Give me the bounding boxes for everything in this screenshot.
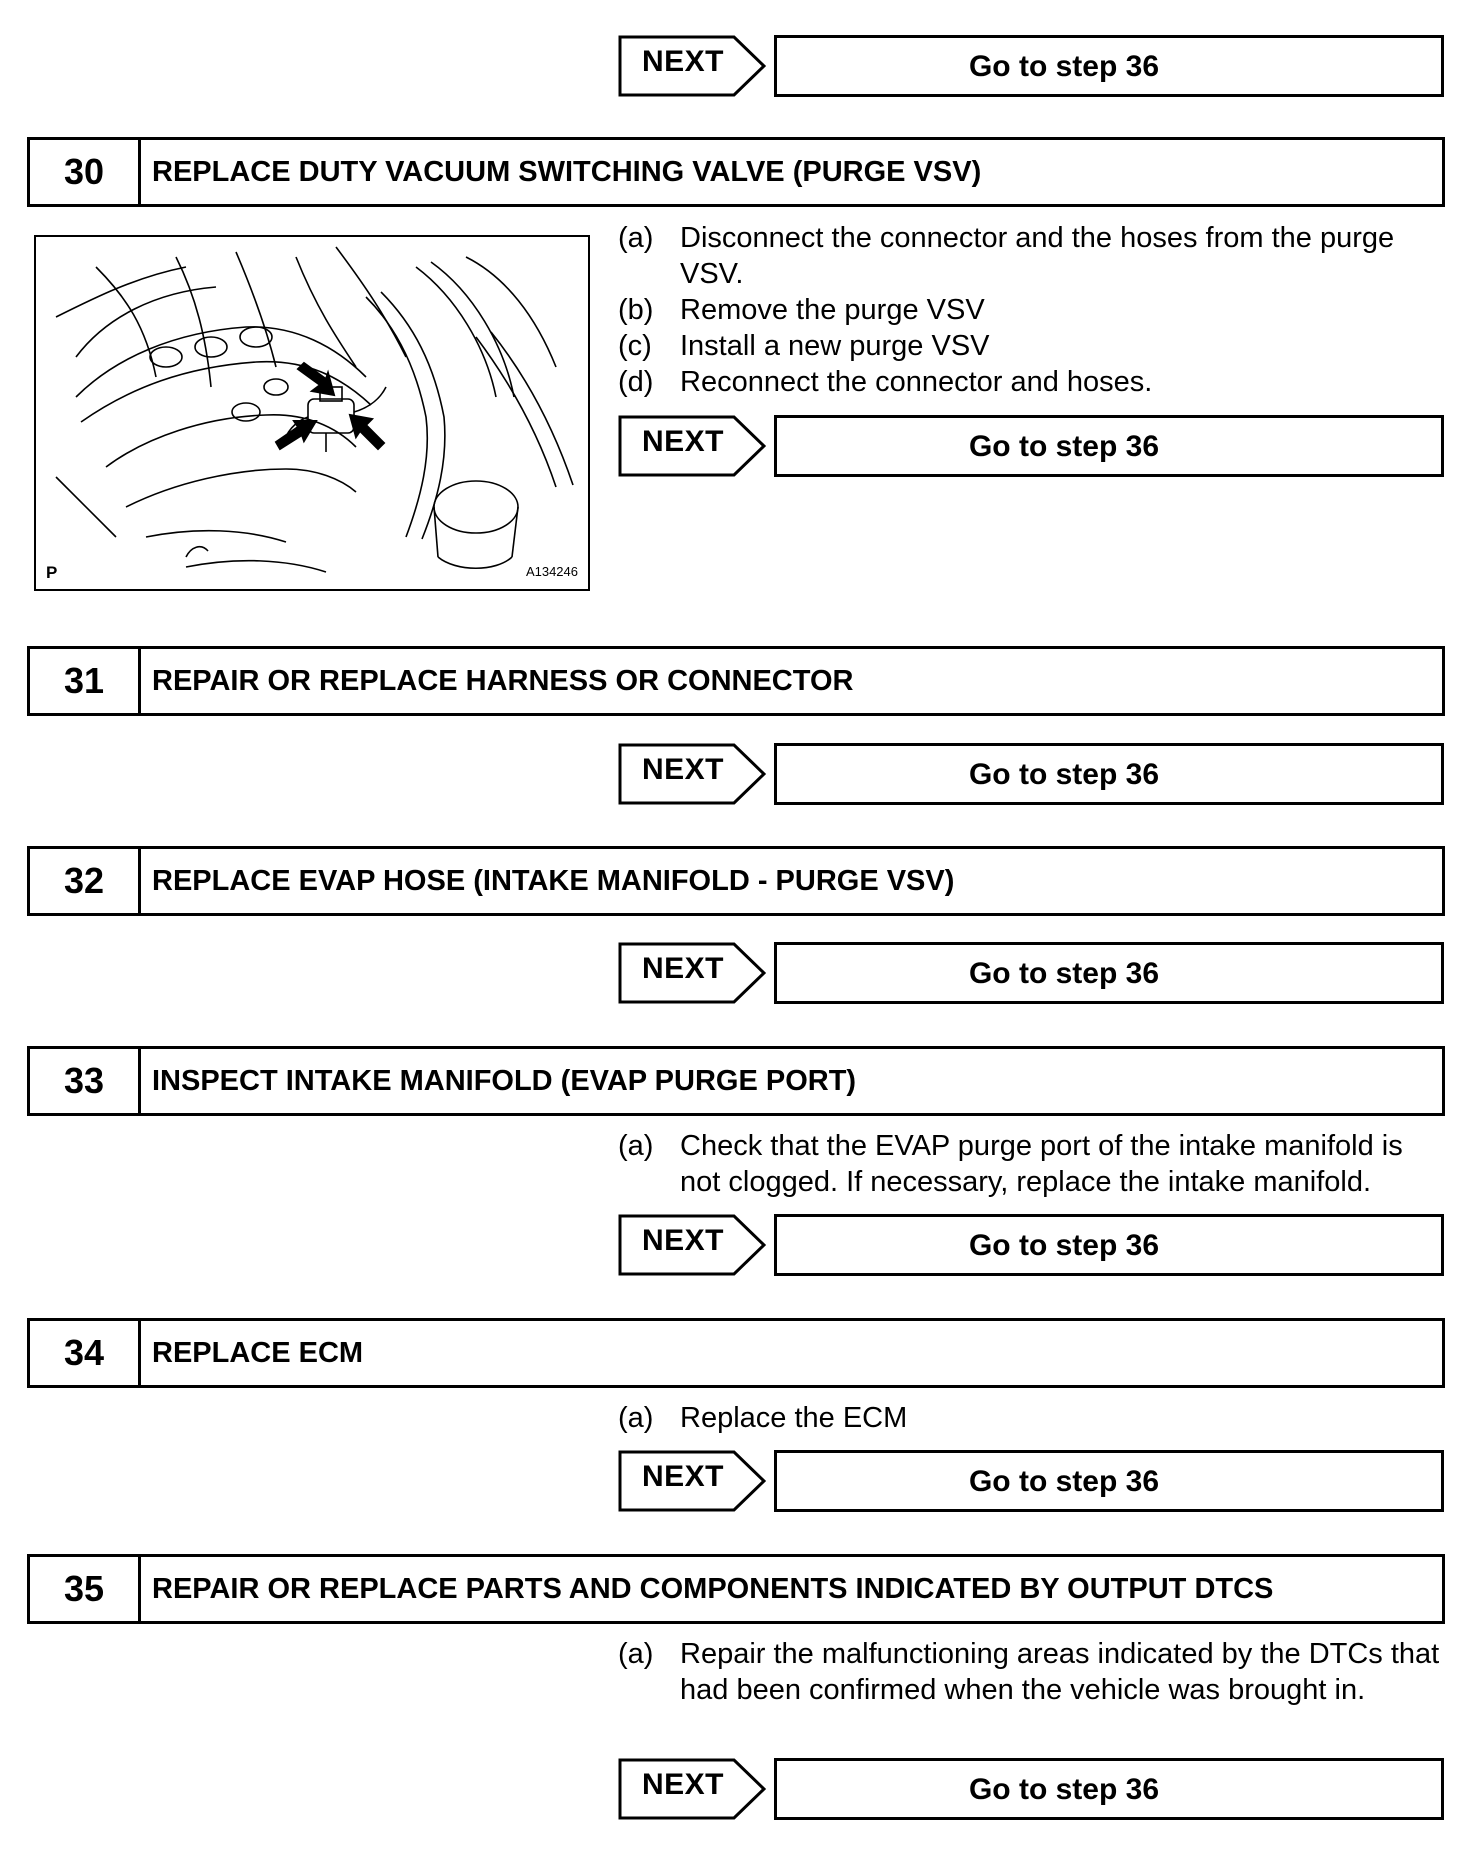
goto-box[interactable] xyxy=(774,1758,1444,1820)
step-title: REPAIR OR REPLACE HARNESS OR CONNECTOR xyxy=(152,665,854,697)
step-title: REPLACE EVAP HOSE (INTAKE MANIFOLD - PURGE VSV) xyxy=(152,865,955,897)
instruction-text: Install a new purge VSV xyxy=(680,330,990,362)
engine-bay-drawing xyxy=(36,237,588,589)
next-tag[interactable] xyxy=(618,35,766,97)
step-number: 34 xyxy=(30,1321,141,1385)
next-tag[interactable] xyxy=(618,1450,766,1512)
goto-box[interactable] xyxy=(774,1450,1444,1512)
instruction-list-34 xyxy=(618,1400,1444,1436)
next-row-step-29 xyxy=(618,35,1444,97)
instruction-letter: (a) xyxy=(618,1638,654,1670)
instruction-text: Reconnect the connector and hoses. xyxy=(680,366,1153,398)
step-number: 33 xyxy=(30,1049,141,1113)
instruction-text: Check that the EVAP purge port of the intake manifold is not clogged. If necessary, replace the intake manifold. xyxy=(680,1130,1403,1198)
step-number: 31 xyxy=(30,649,141,713)
next-label: NEXT xyxy=(642,425,725,458)
figure-code: A134246 xyxy=(525,564,578,579)
next-tag[interactable] xyxy=(618,1214,766,1276)
next-tag[interactable] xyxy=(618,415,766,477)
goto-text: Go to step 36 xyxy=(968,957,1160,990)
goto-box[interactable] xyxy=(774,743,1444,805)
instruction-text: Repair the malfunctioning areas indicated by the DTCs that had been confirmed when the vehicle was brought in. xyxy=(680,1638,1440,1706)
instruction-item xyxy=(618,1128,1444,1200)
step-number: 30 xyxy=(30,140,141,204)
step-header-35 xyxy=(27,1554,1445,1624)
instruction-text: Disconnect the connector and the hoses from the purge VSV. xyxy=(680,222,1395,290)
next-tag[interactable] xyxy=(618,743,766,805)
step-number: 32 xyxy=(30,849,141,913)
purge-vsv-illustration xyxy=(34,235,590,591)
next-row-step-30 xyxy=(618,415,1444,477)
goto-box[interactable] xyxy=(774,35,1444,97)
instruction-text: Replace the ECM xyxy=(680,1402,908,1434)
next-label: NEXT xyxy=(642,45,725,78)
next-label: NEXT xyxy=(642,753,725,786)
next-label: NEXT xyxy=(642,1768,725,1801)
step-title: REPLACE DUTY VACUUM SWITCHING VALVE (PURGE VSV) xyxy=(152,156,982,188)
next-row-step-33 xyxy=(618,1214,1444,1276)
step-title: INSPECT INTAKE MANIFOLD (EVAP PURGE PORT) xyxy=(152,1065,857,1097)
instruction-letter: (a) xyxy=(618,1402,654,1434)
instruction-text: Remove the purge VSV xyxy=(680,294,985,326)
instruction-list-35 xyxy=(618,1636,1444,1708)
instruction-list-30 xyxy=(618,220,1444,400)
instruction-item xyxy=(618,292,1444,328)
instruction-item xyxy=(618,328,1444,364)
step-header-31 xyxy=(27,646,1445,716)
instruction-letter: (a) xyxy=(618,222,654,254)
instruction-item xyxy=(618,220,1444,292)
goto-box[interactable] xyxy=(774,1214,1444,1276)
goto-text: Go to step 36 xyxy=(968,1465,1160,1498)
goto-text: Go to step 36 xyxy=(968,430,1160,463)
step-title: REPLACE ECM xyxy=(152,1337,364,1369)
goto-box[interactable] xyxy=(774,942,1444,1004)
next-row-step-35 xyxy=(618,1758,1444,1820)
instruction-item xyxy=(618,1400,1444,1436)
figure-corner-label: P xyxy=(46,563,58,582)
next-row-step-31 xyxy=(618,743,1444,805)
instruction-item xyxy=(618,364,1444,400)
step-header-30 xyxy=(27,137,1445,207)
instruction-letter: (d) xyxy=(618,366,654,398)
goto-text: Go to step 36 xyxy=(968,1229,1160,1262)
step-number: 35 xyxy=(30,1557,141,1621)
next-label: NEXT xyxy=(642,1460,725,1493)
step-title: REPAIR OR REPLACE PARTS AND COMPONENTS INDICATED BY OUTPUT DTCS xyxy=(152,1573,1274,1605)
next-tag[interactable] xyxy=(618,942,766,1004)
next-label: NEXT xyxy=(642,952,725,985)
next-label: NEXT xyxy=(642,1224,725,1257)
next-row-step-32 xyxy=(618,942,1444,1004)
instruction-letter: (c) xyxy=(618,330,652,362)
step-header-34 xyxy=(27,1318,1445,1388)
goto-text: Go to step 36 xyxy=(968,50,1160,83)
instruction-letter: (a) xyxy=(618,1130,654,1162)
instruction-letter: (b) xyxy=(618,294,654,326)
next-tag[interactable] xyxy=(618,1758,766,1820)
instruction-list-33 xyxy=(618,1128,1444,1200)
next-row-step-34 xyxy=(618,1450,1444,1512)
goto-text: Go to step 36 xyxy=(968,758,1160,791)
step-header-32 xyxy=(27,846,1445,916)
step-header-33 xyxy=(27,1046,1445,1116)
instruction-item xyxy=(618,1636,1444,1708)
goto-box[interactable] xyxy=(774,415,1444,477)
goto-text: Go to step 36 xyxy=(968,1773,1160,1806)
